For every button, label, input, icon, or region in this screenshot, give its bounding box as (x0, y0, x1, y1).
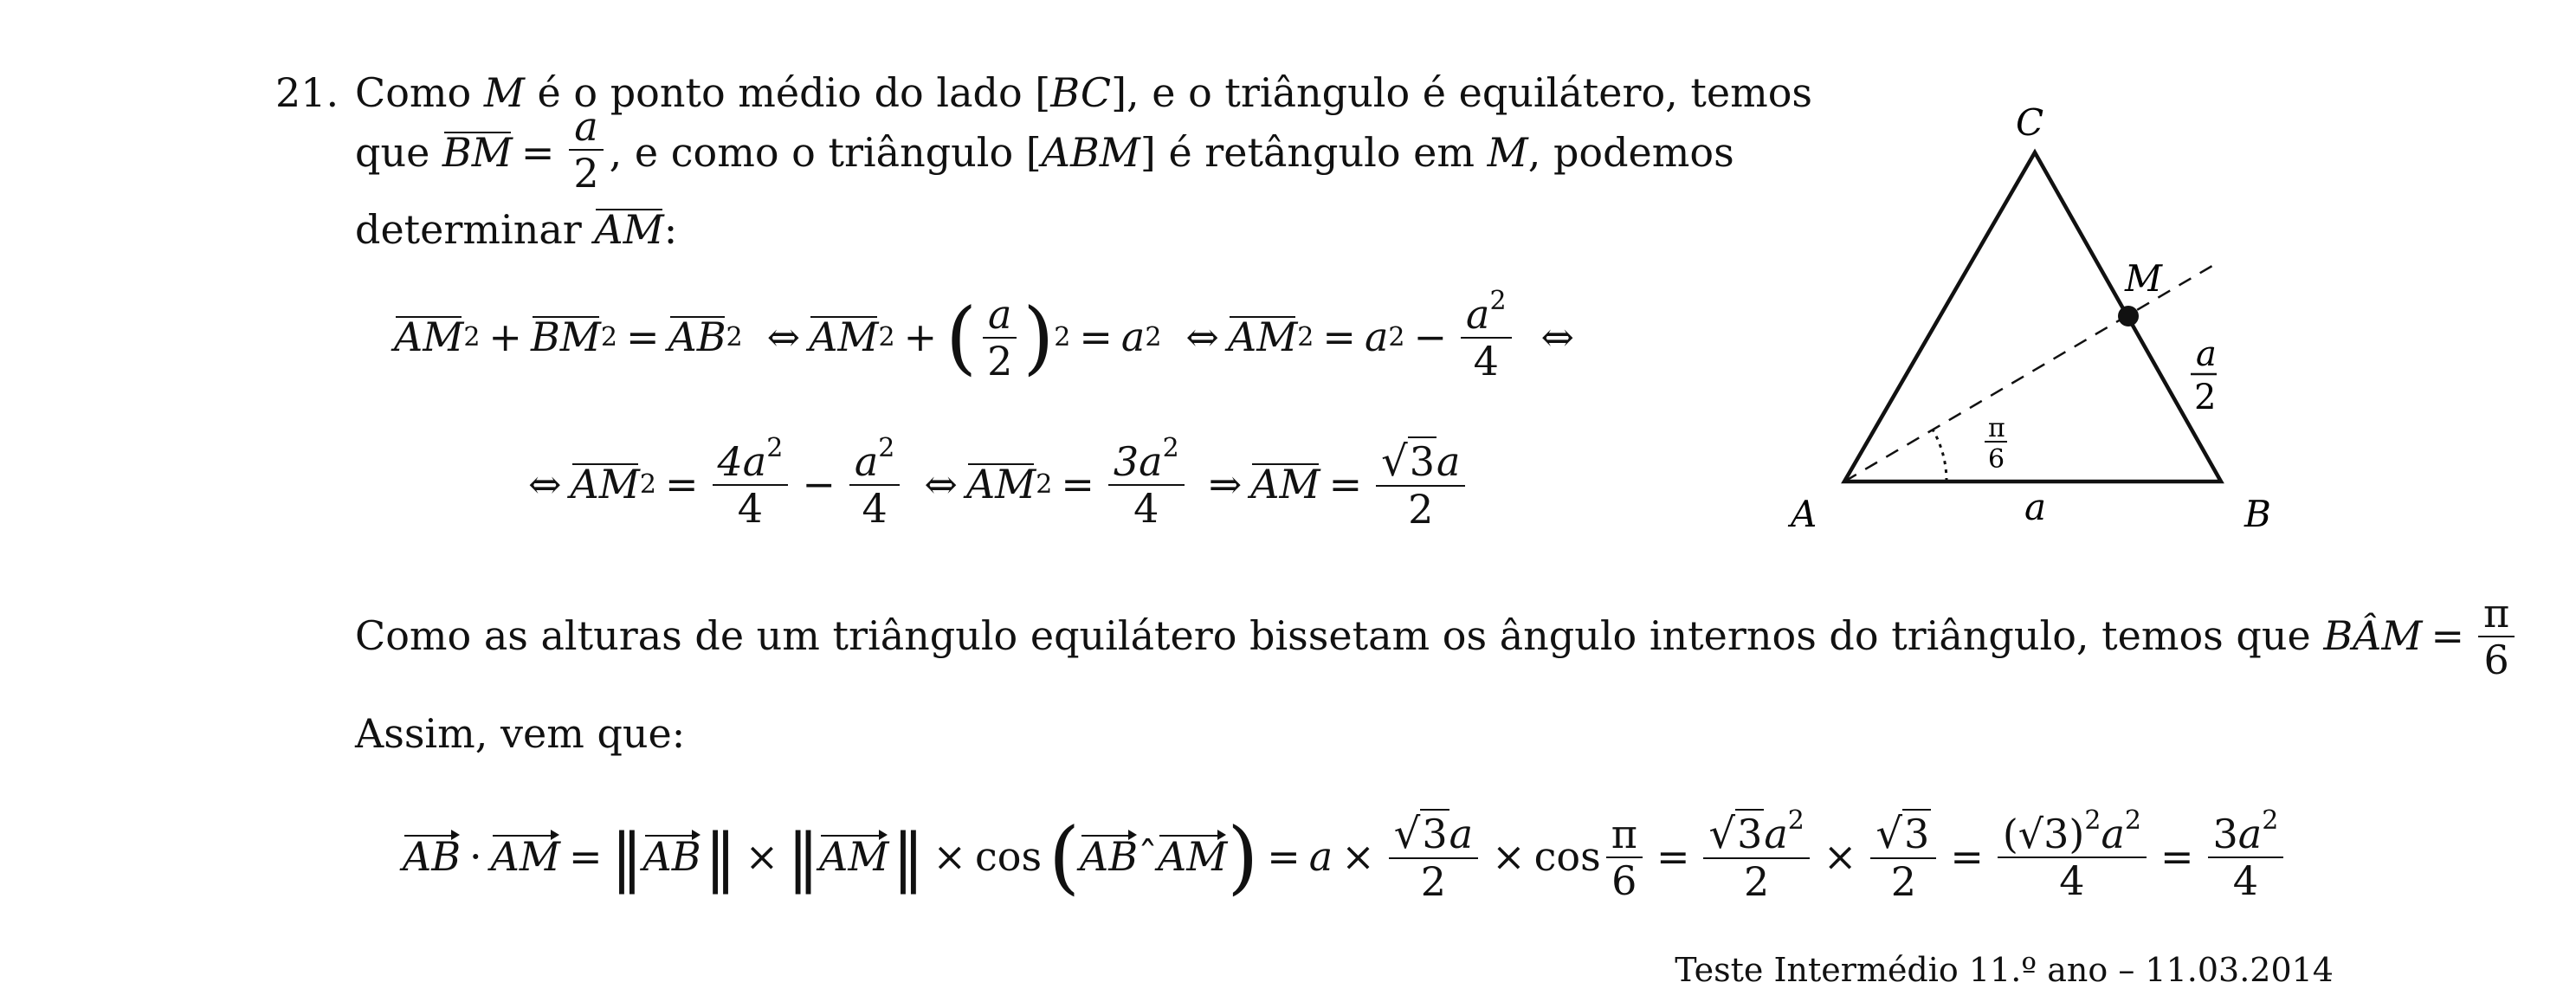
text-segment: Como (355, 69, 484, 116)
numerator: π (2478, 592, 2515, 637)
numerator (1461, 285, 1512, 339)
equals-sign: = (1328, 461, 1363, 508)
text-segment: que (355, 128, 442, 176)
problem-line-3 (355, 206, 677, 254)
fraction-4a2-over-4 (713, 432, 789, 532)
text-segment: : (663, 206, 678, 253)
text-segment: , e como o triângulo [ (609, 128, 1042, 176)
fraction-a-over-2 (982, 290, 1017, 385)
text-segment: determinar (355, 206, 595, 253)
exponent: 2 (766, 432, 784, 463)
plus-sign: + (903, 314, 938, 361)
fraction-sqrt3sq-a2-over-4 (1998, 805, 2147, 904)
numerator (849, 432, 901, 486)
norm-left: ‖ (787, 819, 811, 895)
fraction-sqrt3a2-over-2 (1703, 805, 1809, 906)
point-m (2118, 306, 2139, 326)
sqrt-symbol: √ (1393, 809, 1421, 858)
segment-ab: AB (668, 314, 726, 361)
fraction-a2-over-4 (1461, 285, 1512, 385)
segment-am: AM (570, 461, 640, 508)
label-half-two: 2 (2194, 378, 2217, 417)
denominator: 2 (987, 338, 1013, 385)
equals-sign: = (520, 128, 555, 176)
iff-sign: ⇔ (528, 461, 562, 508)
denominator: 4 (737, 485, 764, 532)
segment-bm: BM (442, 128, 513, 176)
var-a: a (1364, 314, 1389, 361)
equals-sign: = (625, 314, 660, 361)
triangle-abc (1844, 152, 2221, 482)
denominator: 2 (573, 150, 599, 197)
label-a: A (1791, 493, 1817, 535)
exponent: 2 (2124, 805, 2141, 836)
numerator (1108, 432, 1185, 486)
var-bc: BC (1050, 69, 1112, 116)
var-a: a (2237, 810, 2263, 857)
var-a: a (1764, 810, 1788, 857)
term-sqrt3: (√3) (2002, 810, 2085, 857)
angle-hat: ˆ (1138, 833, 1158, 881)
denominator: 4 (1133, 485, 1159, 532)
dot-operator: · (469, 833, 482, 881)
segment-am: AM (1227, 314, 1298, 361)
numerator: a (569, 106, 603, 151)
numerator (1998, 805, 2147, 858)
plus-sign: + (488, 314, 522, 361)
denominator: 4 (862, 485, 888, 532)
exponent: 2 (1787, 805, 1804, 836)
iff-sign: ⇔ (766, 314, 801, 361)
segment-bm: BM (530, 314, 601, 361)
sqrt-symbol: √ (1381, 436, 1408, 486)
vector-am: AM (1158, 833, 1228, 881)
numerator (2208, 805, 2284, 858)
equals-sign: = (1079, 314, 1113, 361)
fraction-pi-over-6 (1606, 810, 1643, 904)
fraction-sqrt3-over-2 (1870, 809, 1936, 906)
radicand: 3 (1904, 810, 1930, 857)
exponent: 2 (1489, 285, 1507, 316)
cos-function: cos (1533, 833, 1601, 881)
var-a: a (1466, 290, 1490, 338)
radicand: 3 (1422, 810, 1448, 857)
equals-sign: = (1950, 833, 1984, 881)
text-segment: ] é retângulo em (1140, 128, 1488, 176)
var-a: a (854, 437, 879, 485)
radicand: 3 (1737, 810, 1763, 857)
implies-sign: ⇒ (1208, 461, 1243, 508)
denominator: 2 (1420, 858, 1447, 906)
label-c: C (2016, 101, 2044, 144)
fraction-sqrt3a-over-2 (1376, 436, 1465, 533)
coefficient: 3 (2212, 810, 2238, 857)
equals-sign: = (1061, 461, 1094, 508)
exponent: 2 (878, 432, 895, 463)
numerator (1389, 809, 1478, 859)
exponent: 2 (2262, 805, 2279, 836)
var-a: a (1436, 437, 1461, 485)
norm-right: ‖ (892, 819, 916, 895)
text-segment: ], e o triângulo é equilátero, temos (1111, 69, 1813, 116)
text-segment: , podemos (1527, 128, 1734, 176)
vector-ab: AB (403, 833, 462, 881)
equals-sign: = (664, 461, 699, 508)
vector-ab: AB (1079, 833, 1138, 881)
angle-bam: BÂM (2323, 612, 2423, 660)
exponent: 2 (2084, 805, 2101, 836)
times-sign: × (1341, 833, 1375, 881)
fraction-sqrt3a-over-2 (1389, 809, 1478, 906)
vector-am: AM (490, 833, 560, 881)
fraction-3a2-over-4 (1108, 432, 1185, 532)
equals-sign: = (2431, 612, 2464, 660)
exponent: 2 (1162, 432, 1179, 463)
minus-sign: − (1413, 314, 1448, 361)
numerator (1703, 805, 1809, 859)
segment-am: AM (1250, 461, 1320, 508)
fraction-a-over-2 (568, 103, 604, 197)
minus-sign: − (802, 461, 836, 508)
vector-ab: AB (642, 833, 701, 881)
var-abm: ABM (1041, 128, 1140, 176)
paragraph-bisector (355, 589, 2520, 684)
problem-number: 21. (275, 69, 339, 116)
angle-arc (1933, 430, 1947, 482)
denominator: 2 (1744, 858, 1770, 906)
segment-am: AM (594, 206, 664, 253)
fraction-a2-over-4 (849, 432, 901, 532)
dot-product-equation: AB · AM = ‖ AB ‖ × ‖ AM ‖ × cos ( AB ˆ AM ) = a × $\frac{√3a}{2}$ × cos $\frac{\pi}{6}$ = $\frac{√3a^2}{2}$ × $\frac{√3}{2}$ = $\frac{(√3)^2a^2}{4}$ = $\frac{3a^2}{4}$ (403, 801, 2289, 914)
var-a: a (2101, 810, 2125, 857)
term-4a: 4a (717, 437, 767, 485)
equals-sign: = (1656, 833, 1690, 881)
norm-right: ‖ (704, 819, 728, 895)
equals-sign: = (1322, 314, 1356, 361)
denominator: 6 (2483, 637, 2509, 683)
times-sign: × (933, 833, 966, 881)
equals-sign: = (568, 833, 603, 881)
denominator: 2 (1890, 858, 1917, 906)
times-sign: × (1492, 833, 1526, 881)
denominator: 4 (2059, 857, 2085, 904)
label-m: M (2125, 257, 2163, 300)
cos-function: cos (974, 833, 1043, 881)
denominator: 6 (1611, 857, 1637, 904)
sqrt-symbol: √ (1876, 809, 1903, 858)
var-m: M (1487, 128, 1528, 176)
problem-line-2 (355, 103, 1734, 197)
equation-line-1: AM 2 + BM 2 = AB 2 ⇔ AM 2 + ( $\frac{a}{2}$ ) 2 = a 2 ⇔ AM 2 = a 2 − $\frac{a^2}{4}$ ⇔ (394, 285, 1575, 385)
var-a: a (1449, 810, 1474, 857)
segment-am: AM (965, 461, 1036, 508)
sqrt-symbol: √ (1708, 809, 1736, 858)
label-half-a: a (2196, 334, 2217, 374)
iff-sign: ⇔ (1540, 314, 1575, 361)
label-angle-pi: π (1988, 413, 2005, 443)
times-sign: × (1823, 833, 1857, 881)
text-segment: Como as alturas de um triângulo equilátero bissetam os ângulo internos do triângulo, temos que (355, 612, 2324, 660)
footer-source: Teste Intermédio 11.º ano – 11.03.2014 (1675, 951, 2334, 989)
denominator: 2 (1408, 486, 1434, 533)
numerator (1870, 809, 1936, 859)
numerator: π (1606, 813, 1643, 858)
triangle-figure (1784, 87, 2303, 554)
var-a: a (1120, 314, 1146, 361)
equals-sign: = (2160, 833, 2194, 881)
segment-am: AM (394, 314, 464, 361)
norm-left: ‖ (610, 819, 635, 895)
iff-sign: ⇔ (924, 461, 958, 508)
numerator (1376, 436, 1465, 487)
var-a: a (1308, 833, 1333, 881)
fraction-3a2-over-4 (2208, 805, 2284, 904)
text-segment: é o ponto médio do lado [ (524, 69, 1051, 116)
denominator: 4 (1473, 338, 1499, 385)
equation-line-2: ⇔ AM 2 = $\frac{4a^2}{4}$ − $\frac{a^2}{4}$ ⇔ AM 2 = $\frac{3a^2}{4}$ ⇒ AM = $\frac{√3a}{2}$ (520, 433, 1470, 537)
radicand: 3 (1409, 437, 1435, 485)
iff-sign: ⇔ (1185, 314, 1219, 361)
term-3a: 3a (1113, 437, 1163, 485)
var-m: M (483, 69, 525, 116)
times-sign: × (745, 833, 779, 881)
denominator: 4 (2232, 857, 2259, 904)
fraction-pi-over-6 (2478, 589, 2515, 683)
equals-sign: = (1267, 833, 1301, 881)
label-b: B (2244, 493, 2271, 535)
vector-am: AM (819, 833, 889, 881)
label-angle-six: 6 (1988, 444, 2005, 475)
numerator: a (983, 294, 1017, 339)
paragraph-assim: Assim, vem que: (355, 710, 686, 757)
segment-am: AM (809, 314, 879, 361)
numerator (713, 432, 789, 486)
label-side-a: a (2024, 486, 2047, 528)
